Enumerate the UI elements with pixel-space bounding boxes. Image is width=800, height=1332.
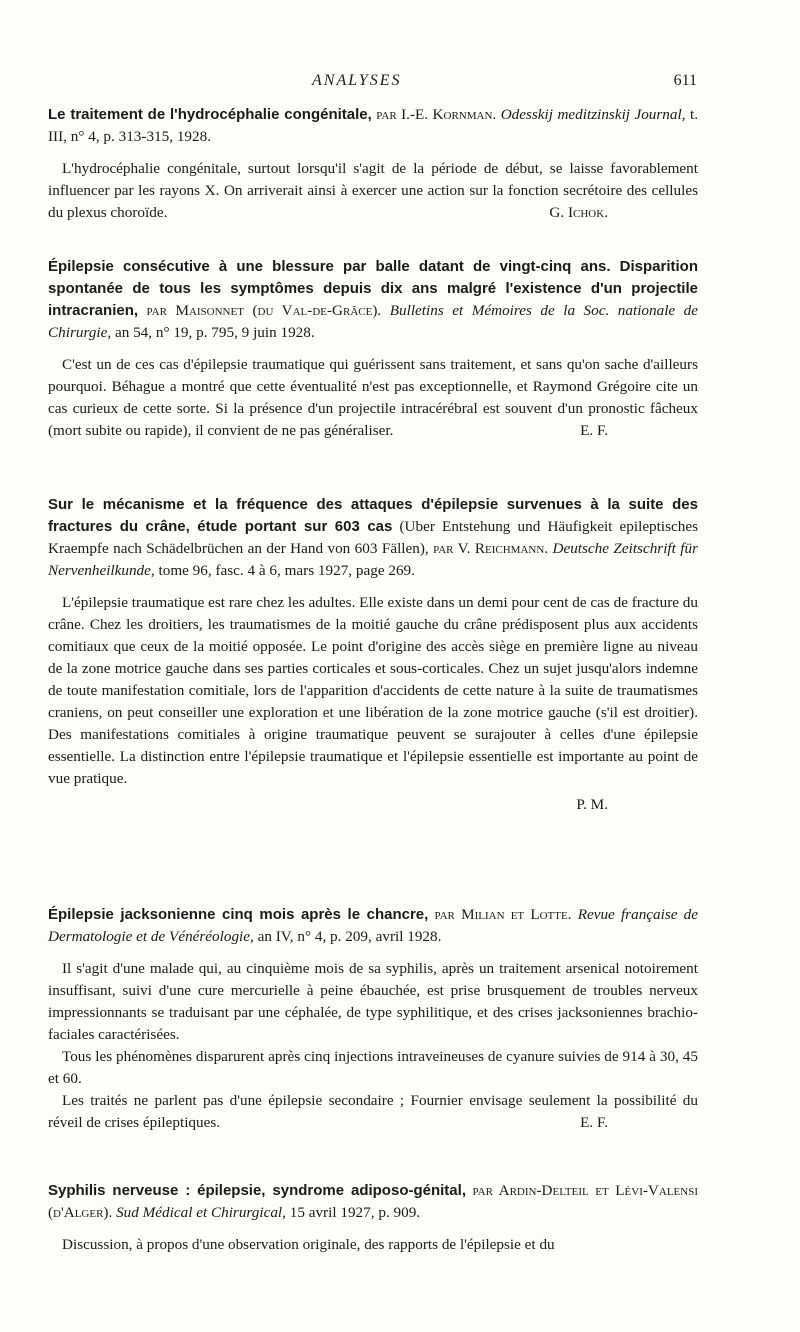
article-epilepsie-balle — [48, 256, 698, 442]
article-byline: par V. Reichmann. — [433, 540, 549, 557]
article-subtitle: (Uber Entstehung und Häufigkeit epileptisches Kraempfe nach Schädelbrüchen an der Hand von 603 Fällen), — [48, 518, 698, 557]
article-byline: par I.-E. Kornman. — [376, 106, 497, 123]
article-byline: par Ardin-Delteil et Lévi-Valensi (d'Alger). — [48, 1182, 698, 1221]
article-signature: P. M. — [576, 796, 608, 813]
article-title: Le traitement de l'hydrocéphalie congénitale, — [48, 106, 372, 123]
article-hydrocephalie — [48, 104, 698, 224]
article-ref: 15 avril 1927, p. 909. — [289, 1204, 421, 1221]
article-journal: Revue française de Dermatologie et de Vénéréologie, — [48, 906, 699, 945]
article-epilepsie-jacksonienne — [48, 904, 698, 1134]
article-body: Il s'agit d'une malade qui, au cinquième mois de sa syphilis, après un traitement arsenical notoirement insuffisant, suivi d'une cure mercurielle à peine ébauchée, est prise brusquement de troubles nerveux impressionnants se traduisant par une céphalée, de type syphilitique, et des crises jacksoniennes brachio-faciales caractérisées. — [48, 960, 698, 1043]
article-journal: Odesskij meditzinskij Journal, — [500, 106, 686, 123]
article-body: L'épilepsie traumatique est rare chez les adultes. Elle existe dans un demi pour cent de cas de fracture du crâne. Chez les droitiers, les traumatismes de la moitié gauche du crâne prédisposent plus aux accidents comitiaux que ceux de la moitié opposée. Le point d'origine des accès siège en première ligne au niveau de la zone motrice gauche dans ses parties corticales et sous-corticales. Chez un sujet jusqu'alors indemne de toute manifestation comitiale, lors de l'apparition d'accidents de cette nature à la suite de traumatismes craniens, on peut conseiller une exploration et une libération de la zone motrice gauche (s'il est droitier). Des manifestations comitiales à origine traumatique peuvent se surajouter à celles d'une épilepsie essentielle. La distinction entre l'épilepsie traumatique et l'épilepsie essentielle est importante au point de vue pratique. — [48, 594, 698, 787]
article-title: Épilepsie jacksonienne cinq mois après le chancre, — [48, 906, 429, 923]
running-title: ANALYSES — [312, 72, 402, 89]
article-journal: Deutsche Zeitschrift für Nervenheilkunde, — [48, 540, 699, 579]
article-ref: tome 96, fasc. 4 à 6, mars 1927, page 269. — [158, 562, 415, 579]
article-byline: par Milian et Lotte. — [434, 906, 572, 923]
article-signature: E. F. — [580, 422, 608, 439]
page-header — [0, 72, 800, 96]
article-ref: an IV, n° 4, p. 209, avril 1928. — [257, 928, 442, 945]
article-syphilis-nerveuse — [48, 1180, 698, 1256]
article-journal: Sud Médical et Chirurgical, — [116, 1204, 286, 1221]
article-ref: t. III, n° 4, p. 313-315, 1928. — [48, 106, 699, 145]
article-signature: G. Ichok. — [549, 204, 608, 221]
article-body: C'est un de ces cas d'épilepsie traumatique qui guérissent sans traitement, et sans qu'on sache d'ailleurs pourquoi. Béhague a montré que cette éventualité n'est pas exceptionnelle, et Raymond Grégoire cite un cas curieux de cette sorte. Si la présence d'un projectile intracérébral est souvent d'un pronostic fâcheux (mort subite ou rapide), il convient de ne pas généraliser. — [48, 356, 698, 439]
article-body: Les traités ne parlent pas d'une épilepsie secondaire ; Fournier envisage seulement la possibilité du réveil de crises épileptiques. — [48, 1092, 698, 1131]
article-journal: Bulletins et Mémoires de la Soc. nationale de Chirurgie, — [48, 302, 699, 341]
article-title: Épilepsie consécutive à une blessure par balle datant de vingt-cinq ans. Disparition spontanée de tous les symptômes depuis dix ans malgré l'existence d'un projectile intracranien, — [48, 258, 698, 319]
article-ref: an 54, n° 19, p. 795, 9 juin 1928. — [114, 324, 315, 341]
article-body: Discussion, à propos d'une observation originale, des rapports de l'épilepsie et du — [62, 1236, 555, 1253]
article-body: L'hydrocéphalie congénitale, surtout lorsqu'il s'agit de la période de début, se laisse favorablement influencer par les rayons X. On arriverait ainsi à exercer une action sur la fonction secrétoire des cellules du plexus choroïde. — [48, 160, 698, 221]
article-signature: E. F. — [580, 1114, 608, 1131]
article-title: Sur le mécanisme et la fréquence des attaques d'épilepsie survenues à la suite des fractures du crâne, étude portant sur 603 cas — [48, 496, 698, 535]
article-body: Tous les phénomènes disparurent après cinq injections intraveineuses de cyanure suivies de 914 à 30, 45 et 60. — [48, 1048, 698, 1087]
article-byline: par Maisonnet (du Val-de-Grâce). — [146, 302, 382, 319]
article-title: Syphilis nerveuse : épilepsie, syndrome adiposo-génital, — [48, 1182, 466, 1199]
page-number: 611 — [673, 72, 697, 89]
article-fractures-crane — [48, 494, 698, 816]
